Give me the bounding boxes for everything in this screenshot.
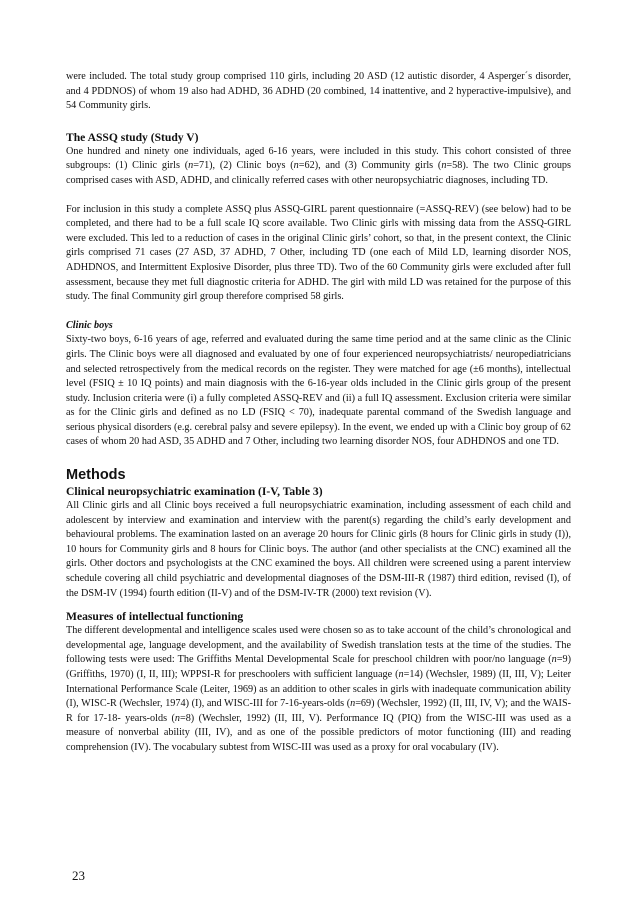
paragraph-intellectual-functioning: The different developmental and intelligence scales used were chosen so as to take account of the child’s chronological and developmental age, language development, and the availability of Swedish translation tests at the time of the studies. The following tests were used: The Griffiths Mental Developmental Scale for preschool children with poor/no language (n=9) (Griffiths, 1970) (I, II, III); WPPSI-R for preschoolers with sufficient language (n=14) (Wechsler, 1989) (II, III, V); Leiter International Performance Scale (Leiter, 1969) as an addition to other scales in girls with inadequate communication ability (I), WISC-R (Wechsler, 1974) (I), and WISC-III for 7-16-years-olds (n=69) (Wechsler, 1992) (II, III, IV, V); and the WAIS-R for 17-18- years-olds (n=8) (Wechsler, 1992) (II, III, V). Performance IQ (PIQ) from the WISC-III was used as a measure of nonverbal ability (III, IV), and as one of the possible predictors of motor functioning (III) and reading comprehension (IV). The vocabulary subtest from WISC-III was used as a proxy for oral vocabulary (IV). — [66, 625, 571, 753]
heading-methods: Methods — [66, 467, 126, 484]
page-content — [66, 70, 571, 756]
heading-clinical-examination: Clinical neuropsychiatric examination (I-V, Table 3) — [66, 485, 323, 499]
heading-assq-study: The ASSQ study (Study V) — [66, 130, 199, 144]
paragraph-clinic-boys: Sixty-two boys, 6-16 years of age, referred and evaluated during the same time period and at the same clinic as the Clinic girls. The Clinic boys were all diagnosed and evaluated by one of four experienced neuropsychiatrists/ neuropediatricians and selected retrospectively from the medical records on the register. They were matched for age (±6 months), intellectual level (FSIQ ± 10 IQ points) and main diagnosis with the 6-16-year olds included in the Clinic girls group of the present study. Inclusion criteria were (i) a fully completed ASSQ-REV and (ii) a full IQ assessment. Exclusion criteria were similar as for the Clinic girls and defined as no LD (FSIQ < 70), inadequate parental command of the Swedish language and serious physical disorders (e.g. cerebral palsy and severe epilepsy). In the event, we ended up with a Clinic boy group of 62 cases of whom 20 had ASD, 35 ADHD and 7 Other, including two learning disorder NOS, four ADHDNOS and one TD. — [66, 334, 571, 448]
paragraph-inclusion: For inclusion in this study a complete ASSQ plus ASSQ-GIRL parent questionnaire (=ASSQ-REV) (see below) had to be completed, and there had to be a full scale IQ score available. Two Clinic girls with missing data from the ASSQ-GIRL were excluded. This led to a reduction of cases in the original Clinic girls’ cohort, so that, in the present context, the Clinic girls comprised 71 cases (27 ASD, 37 ADHD, 7 Other, including TD (one each of Mild LD, learning disorder NOS, ADHDNOS, and Intermittent Explosive Disorder, plus three TD). Two of the 60 Community girls were excluded after full assessment, because they met full diagnostic criteria for ADHD. The girl with mild LD was retained for the purpose of this study. The final Community girl group therefore comprised 58 girls. — [66, 203, 571, 303]
page-number: 23 — [72, 868, 85, 883]
paragraph-assq-cohort: One hundred and ninety one individuals, aged 6-16 years, were included in this study. This cohort consisted of three subgroups: (1) Clinic girls (n=71), (2) Clinic boys (n=62), and (3) Community girls (n=58). The two Clinic groups comprised cases with ASD, ADHD, and clinically referred cases with other neuropsychiatric diagnoses, including TD. — [66, 145, 571, 186]
paragraph-clinical-examination: All Clinic girls and all Clinic boys received a full neuropsychiatric examination, including assessment of each child and adolescent by interview and examination and interview with the parent(s) regarding the child’s early development and behavioural problems. The examination lasted on an average 20 hours for Clinic girls (8 hours for Clinic girls in study (I)), 10 hours for Community girls and 8 hours for Clinic boys. The author (and other specialists at the CNC) examined all the girls. Other doctors and psychologists at the CNC examined the boys. All children were screened using a parent interview schedule covering all child psychiatric and developmental diagnoses of the DSM-III-R (1987) third edition, revised (I), of the DSM-IV (1994) fourth edition (II-V) and of the DSM-IV-TR (2000) text revision (V). — [66, 500, 571, 599]
heading-intellectual-functioning: Measures of intellectual functioning — [66, 610, 244, 624]
paragraph-intro: were included. The total study group comprised 110 girls, including 20 ASD (12 autistic disorder, 4 Asperger´s disorder, and 4 PDDNOS) of whom 19 also had ADHD, 36 ADHD (20 combined, 14 inattentive, and 2 hyperactive-impulsive), and 54 Community girls. — [66, 71, 571, 112]
heading-clinic-boys: Clinic boys — [66, 319, 113, 331]
